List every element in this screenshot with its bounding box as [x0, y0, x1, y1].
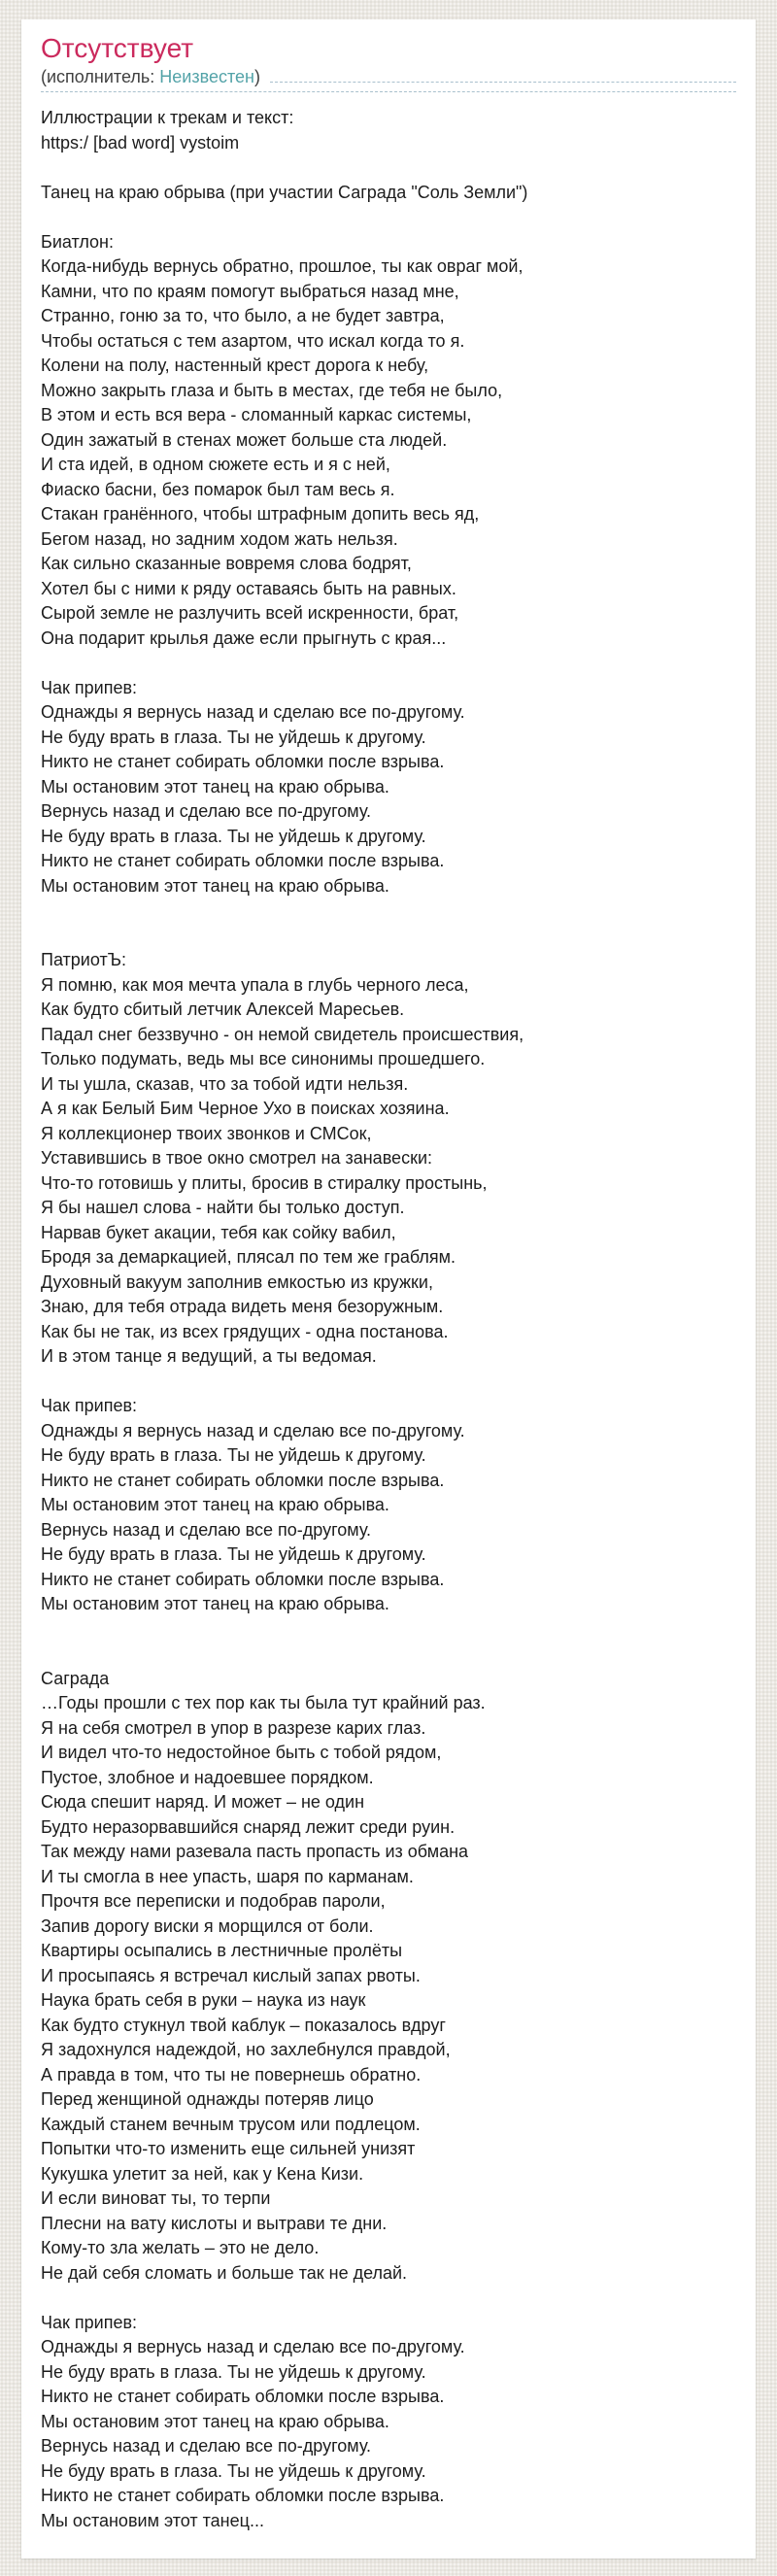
lyric-line: И в этом танце я ведущий, а ты ведомая. [41, 1346, 377, 1366]
lyric-line: Она подарит крылья даже если прыгнуть с края... [41, 627, 447, 648]
lyric-line: Только подумать, ведь мы все синонимы прошедшего. [41, 1049, 486, 1068]
lyric-line: Кукушка улетит за ней, как у Кена Кизи. [41, 2163, 364, 2184]
lyric-line: В этом и есть вся вера - сломанный каркас системы, [41, 405, 472, 424]
lyric-line: Вернусь назад и сделаю все по-другому. [41, 2436, 372, 2456]
lyric-line: Вернусь назад и сделаю все по-другому. [41, 801, 372, 821]
lyric-line [41, 205, 736, 230]
artist-line [41, 65, 736, 88]
lyric-line: Никто не станет собирать обломки после взрыва. [41, 752, 445, 771]
lyric-line: Танец на краю обрыва (при участии Саграда "Соль Земли") [41, 182, 528, 202]
lyric-line: Никто не станет собирать обломки после взрыва. [41, 1470, 445, 1490]
lyric-line: Как будто стукнул твой каблук – показалось вдруг [41, 2015, 446, 2035]
lyric-line: …Годы прошли с тех пор как ты была тут крайний раз. [41, 1693, 486, 1712]
lyric-line: И просыпаясь я встречал кислый запах рвоты. [41, 1965, 421, 1985]
lyric-line: Биатлон: [41, 231, 114, 252]
lyric-line [41, 924, 736, 949]
artist-label-prefix: (исполнитель: [41, 67, 155, 86]
lyric-line: Будто неразорвавшийся снаряд лежит среди руин. [41, 1816, 456, 1837]
dashed-leader [270, 81, 736, 83]
artist-link[interactable]: Неизвестен [159, 67, 254, 86]
lyric-line [41, 651, 736, 676]
song-title[interactable]: Отсутствует [41, 33, 194, 63]
lyric-line: Каждый станем вечным трусом или подлецом. [41, 2114, 421, 2134]
lyric-line: Нарвав букет акации, тебя как сойку вабил, [41, 1222, 396, 1242]
lyric-line: Никто не станет собирать обломки после взрыва. [41, 2387, 445, 2406]
lyric-line [41, 1370, 736, 1395]
lyric-line: Никто не станет собирать обломки после взрыва. [41, 851, 445, 870]
lyric-line: Не буду врать в глаза. Ты не уйдешь к другому. [41, 826, 426, 846]
lyric-line: Стакан гранённого, чтобы штрафным допить весь яд, [41, 504, 480, 524]
lyric-line: Чтобы остаться с тем азартом, что искал когда то я. [41, 330, 465, 351]
lyric-line: Мы остановим этот танец на краю обрыва. [41, 1594, 389, 1613]
lyric-line: Один зажатый в стенах может больше ста людей. [41, 429, 448, 450]
lyric-line: Мы остановим этот танец на краю обрыва. [41, 1495, 389, 1514]
lyric-line: Странно, гоню за то, что было, а не будет завтра, [41, 306, 445, 325]
lyric-line: Хотел бы с ними к ряду оставаясь быть на равных. [41, 578, 456, 598]
lyric-line: Кому-то зла желать – это не дело. [41, 2238, 320, 2257]
lyric-line: Не буду врать в глаза. Ты не уйдешь к другому. [41, 2361, 426, 2382]
lyric-line: Можно закрыть глаза и быть в местах, где тебя не было, [41, 380, 503, 400]
lyric-line: Как бы не так, из всех грядущих - одна постанова. [41, 1321, 449, 1341]
lyric-line: Плесни на вату кислоты и вытрави те дни. [41, 2213, 388, 2233]
lyric-line: Не буду врать в глаза. Ты не уйдешь к другому. [41, 1445, 426, 1465]
lyric-line: Не буду врать в глаза. Ты не уйдешь к другому. [41, 727, 426, 747]
lyric-line: Духовный вакуум заполнив емкостью из кружки, [41, 1271, 433, 1292]
lyric-line [41, 1617, 736, 1643]
lyric-line: Бегом назад, но задним ходом жать нельзя. [41, 528, 398, 549]
lyric-line: Не буду врать в глаза. Ты не уйдешь к другому. [41, 2460, 426, 2481]
lyrics-card [21, 19, 756, 2559]
lyric-line: Однажды я вернусь назад и сделаю все по-другому. [41, 2337, 465, 2356]
lyric-line: Как будто сбитый летчик Алексей Маресьев. [41, 1000, 405, 1019]
lyric-line: Однажды я вернусь назад и сделаю все по-другому. [41, 1420, 465, 1441]
lyric-line: Мы остановим этот танец на краю обрыва. [41, 776, 389, 797]
lyric-line: Я помню, как моя мечта упала в глубь черного леса, [41, 974, 469, 995]
lyric-line: Падал снег беззвучно - он немой свидетель происшествия, [41, 1024, 524, 1044]
lyric-line: И ты ушла, сказав, что за тобой идти нельзя. [41, 1073, 409, 1094]
lyric-line: Так между нами разевала пасть пропасть из обмана [41, 1842, 469, 1861]
lyric-line: Никто не станет собирать обломки после взрыва. [41, 1569, 445, 1589]
lyric-line: Сырой земле не разлучить всей искренности, брат, [41, 603, 459, 623]
lyric-line: Чак припев: [41, 2312, 138, 2332]
lyric-line: Вернусь назад и сделаю все по-другому. [41, 1519, 372, 1540]
lyric-line: Пустое, злобное и надоевшее порядком. [41, 1767, 374, 1787]
lyric-line: А я как Белый Бим Черное Ухо в поисках хозяина. [41, 1099, 450, 1118]
lyric-line: Когда-нибудь вернусь обратно, прошлое, ты как овраг мой, [41, 256, 524, 276]
lyric-line: Чак припев: [41, 677, 138, 697]
lyric-line: Не буду врать в глаза. Ты не уйдешь к другому. [41, 1544, 426, 1564]
lyric-line: Я на себя смотрел в упор в разрезе карих глаз. [41, 1717, 426, 1738]
lyric-line: Перед женщиной однажды потеряв лицо [41, 2089, 374, 2109]
lyric-line: Как сильно сказанные вовремя слова бодрят, [41, 554, 412, 573]
lyric-line: Никто не станет собирать обломки после взрыва. [41, 2486, 445, 2505]
lyric-line: Наука брать себя в руки – наука из наук [41, 1990, 366, 2010]
lyric-line: Сюда спешит наряд. И может – не один [41, 1792, 365, 1812]
lyric-line: Что-то готовишь у плиты, бросив в стиралку простынь, [41, 1172, 488, 1193]
lyric-line: Фиаско басни, без помарок был там весь я. [41, 479, 395, 499]
lyric-line: Однажды я вернусь назад и сделаю все по-другому. [41, 702, 465, 722]
lyric-line: Я задохнулся надеждой, но захлебнулся правдой, [41, 2040, 451, 2059]
lyric-line: Бродя за демаркацией, плясал по тем же граблям. [41, 1247, 456, 1267]
lyric-line: Я бы нашел слова - найти бы только доступ. [41, 1198, 405, 1217]
lyric-line: Я коллекционер твоих звонков и СМСок, [41, 1123, 372, 1143]
lyric-line: https:/ [bad word] vystoim [41, 132, 240, 153]
lyric-line: И видел что-то недостойное быть с тобой рядом, [41, 1743, 442, 1762]
lyric-line: Не дай себя сломать и больше так не делай. [41, 2262, 408, 2283]
lyric-line: Саграда [41, 1668, 110, 1688]
header-dashed-separator [41, 90, 736, 92]
lyric-line: Иллюстрации к трекам и текст: [41, 108, 294, 127]
lyric-line: Колени на полу, настенный крест дорога к небу, [41, 356, 429, 375]
lyric-line: И если виноват ты, то терпи [41, 2188, 271, 2208]
lyric-line: Квартиры осыпались в лестничные пролёты [41, 1941, 403, 1960]
lyric-line [41, 2286, 736, 2311]
lyric-line: А правда в том, что ты не повернешь обратно. [41, 2064, 422, 2085]
lyric-line: И ста идей, в одном сюжете есть и я с ней, [41, 455, 390, 474]
artist-label-suffix: ) [253, 67, 260, 86]
lyric-line: Знаю, для тебя отрада видеть меня безоружным. [41, 1297, 444, 1316]
lyric-line: Уставившись в твое окно смотрел на занавески: [41, 1148, 432, 1168]
lyric-line [41, 1642, 736, 1667]
lyric-line [41, 898, 736, 924]
lyric-line: Прочтя все переписки и подобрав пароли, [41, 1891, 386, 1911]
lyric-line: Чак припев: [41, 1396, 138, 1415]
lyric-line: И ты смогла в нее упасть, шаря по карманам. [41, 1866, 414, 1886]
lyric-line: Камни, что по краям помогут выбраться назад мне, [41, 281, 459, 301]
lyric-line: Мы остановим этот танец на краю обрыва. [41, 2411, 389, 2431]
lyric-line: Запив дорогу виски я морщился от боли. [41, 1915, 374, 1936]
lyric-line [41, 155, 736, 181]
lyric-line: Мы остановим этот танец... [41, 2510, 264, 2530]
lyric-line: ПатриотЪ: [41, 950, 126, 969]
lyric-line: Попытки что-то изменить еще сильней унизят [41, 2139, 416, 2158]
lyrics-text [41, 106, 736, 2533]
lyric-line: Мы остановим этот танец на краю обрыва. [41, 875, 389, 896]
